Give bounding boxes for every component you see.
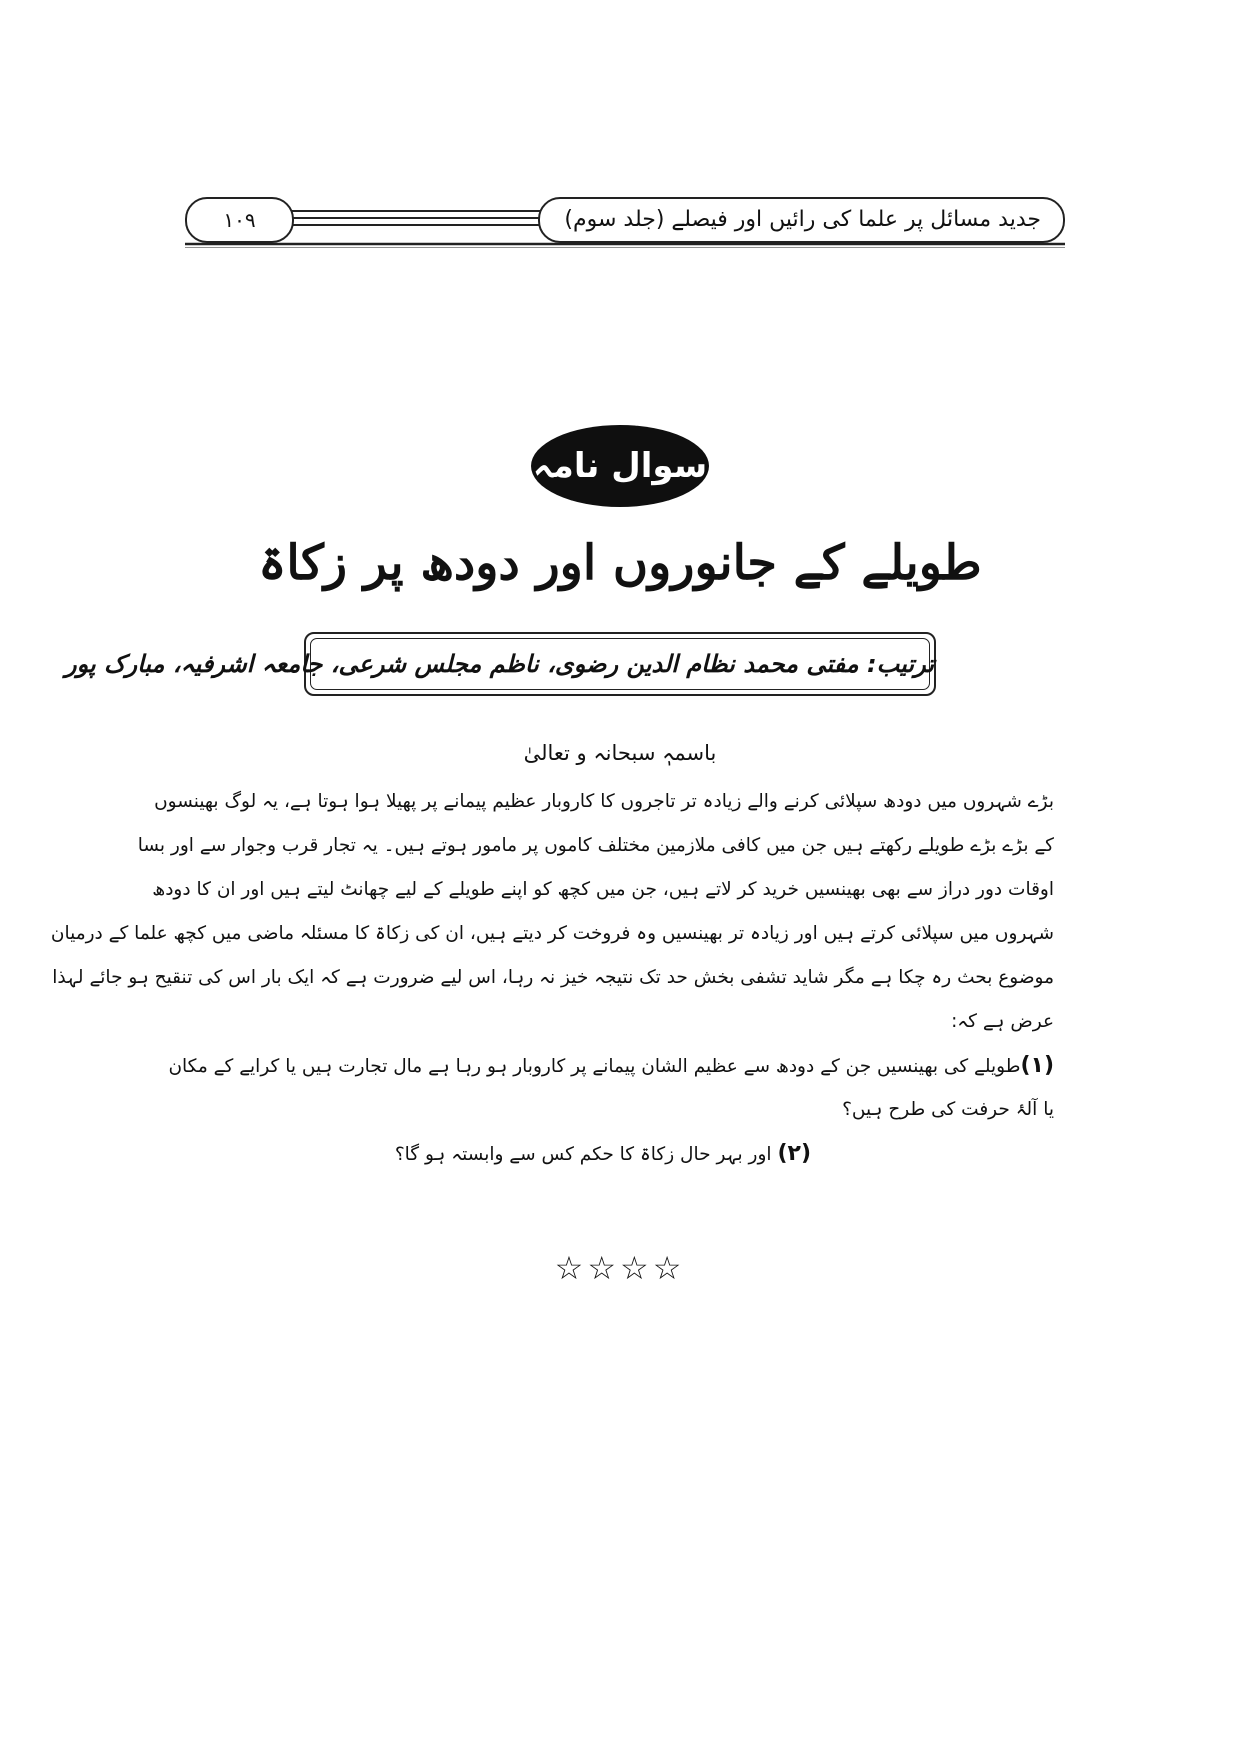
question-2 (188, 1132, 1054, 1176)
paragraph-line: بڑے شہروں میں دودھ سپلائی کرنے والے زیادہ تر تاجروں کا کاروبار عظیم پیمانے پر پھیلا ہوا ہوتا ہے، یہ لوگ بھینسوں (154, 791, 1054, 812)
basmalah: باسمہٖ سبحانہ و تعالیٰ (523, 741, 717, 765)
section-badge: سوال نامہ (531, 425, 709, 507)
question-1 (168, 1044, 1054, 1088)
paragraph-line: شہروں میں سپلائی کرتے ہیں اور زیادہ تر بھینسیں وہ فروخت کر دیتے ہیں، ان کی زکاۃ کا مسئلہ ماضی میں کچھ علما کے درمیان (50, 923, 1054, 944)
paragraph-line: عرض ہے کہ: (951, 1011, 1054, 1032)
paragraph-line: اوقات دور دراز سے بھی بھینسیں خرید کر لاتے ہیں، جن میں کچھ کو اپنے طویلے کے لیے چھانٹ لیتے ہیں اور ان کا دودھ (152, 879, 1054, 900)
question-number: (۱) (1020, 1053, 1054, 1078)
question-1-continuation (188, 1088, 1054, 1132)
page-number: ۱۰۹ (185, 197, 294, 243)
star-ornament: ☆☆☆☆ (554, 1249, 686, 1287)
paragraph-line: کے بڑے بڑے طویلے رکھتے ہیں جن میں کافی ملازمین مختلف کاموں پر مامور ہوتے ہیں۔ یہ تجار قرب وجوار سے اور بسا (137, 835, 1054, 856)
running-title: جدید مسائل پر علما کی رائیں اور فیصلے (جلد سوم) (538, 197, 1065, 243)
question-text: اور بہر حال زکاۃ کا حکم کس سے وابستہ ہو گا؟ (394, 1144, 772, 1165)
page-title: طویلے کے جانوروں اور دودھ پر زکاۃ (258, 535, 982, 591)
question-text: طویلے کی بھینسیں جن کے دودھ سے عظیم الشان پیمانے پر کاروبار ہو رہا ہے مال تجارت ہیں یا کرایے کے مکان (168, 1056, 1021, 1077)
question-text: یا آلۂ حرفت کی طرح ہیں؟ (842, 1099, 1054, 1120)
compiler-credit: ترتیب: مفتی محمد نظام الدین رضوی، ناظم مجلس شرعی، جامعہ اشرفیہ، مبارک پور (64, 650, 934, 678)
paragraph-line: موضوع بحث رہ چکا ہے مگر شاید تشفی بخش حد تک نتیجہ خیز نہ رہا، اس لیے ضرورت ہے کہ ایک بار اس کی تنقیح ہو جائے لہذا (52, 967, 1054, 988)
body-text (50, 780, 1054, 1176)
question-number: (۲) (777, 1141, 811, 1166)
page-header (185, 194, 1065, 248)
compiler-frame (64, 632, 936, 696)
